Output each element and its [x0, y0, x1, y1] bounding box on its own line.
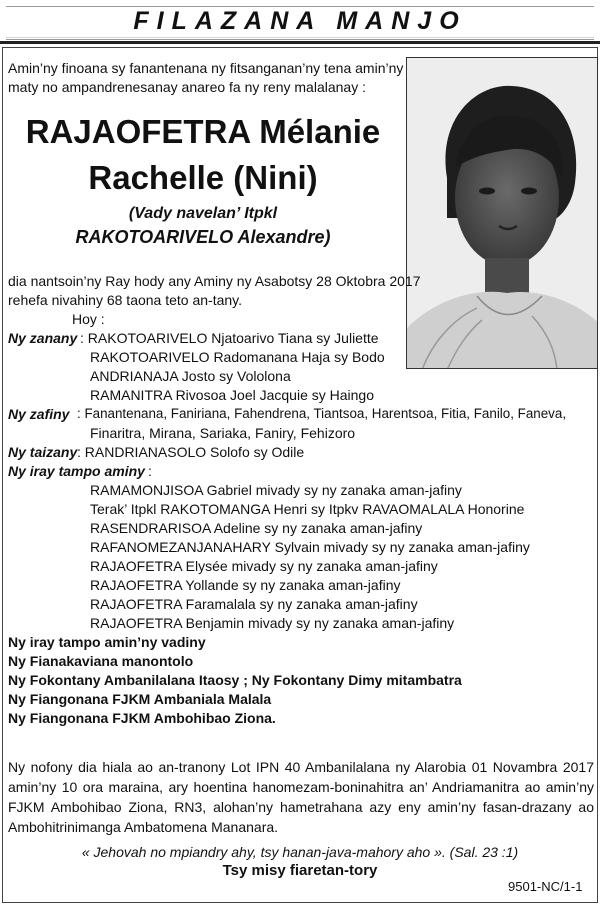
iray-tampo-item-7: RAJAOFETRA Faramalala sy ny zanaka aman-jafiny	[90, 596, 418, 612]
zanany-label: Ny zanany	[8, 330, 78, 346]
zanany-item-1: : RAKOTOARIVELO Njatoarivo Tiana sy Juliette	[80, 330, 379, 346]
zafiny-line-2: Finaritra, Mirana, Sariaka, Faniry, Fehizoro	[90, 425, 356, 441]
zanany-item-4: RAMANITRA Rivosoa Joel Jacquie sy Haingo	[90, 387, 375, 403]
deceased-name-line-1: RAJAOFETRA Mélanie	[25, 113, 381, 150]
iray-tampo-item-6: RAJAOFETRA Yollande sy ny zanaka aman-jafiny	[90, 577, 401, 593]
zafiny-line-1: : Fanantenana, Faniriana, Fahendrena, Tiantsoa, Harentsoa, Fitia, Fanilo, Faneva,	[77, 406, 567, 421]
iray-tampo-item-8: RAJAOFETRA Benjamin mivady sy ny zanaka aman-jafiny	[90, 615, 455, 631]
taizany-item: : RANDRIANASOLO Solofo sy Odile	[77, 444, 305, 460]
bible-quote: « Jehovah no mpiandry ahy, tsy hanan-java-mahory aho ». (Sal. 23 :1)	[81, 844, 519, 860]
other-family-1: Ny iray tampo amin’ny vadiny	[8, 634, 206, 650]
iray-tampo-label: Ny iray tampo aminy	[8, 463, 145, 479]
zanany-item-3: ANDRIANAJA Josto sy Vololona	[90, 368, 291, 384]
other-family-3: Ny Fokontany Ambanilalana Itaosy ; Ny Fokontany Dimy mitambatra	[8, 672, 462, 688]
iray-tampo-item-1: RAMAMONJISOA Gabriel mivady sy ny zanaka aman-jafiny	[90, 482, 462, 498]
zafiny-label: Ny zafiny	[8, 406, 70, 422]
death-line-1: dia nantsoin’ny Ray hody any Aminy ny Asabotsy 28 Oktobra 2017	[8, 273, 421, 289]
reference-code: 9501-NC/1-1	[508, 879, 583, 894]
header	[0, 0, 600, 44]
intro-line-2: maty no ampandrenesanay anareo fa ny reny malalanay :	[8, 79, 366, 95]
death-line-2: rehefa nivahiny 68 taona teto an-tany.	[8, 292, 243, 308]
iray-tampo-colon: :	[148, 463, 152, 479]
spouse-line-2: RAKOTOARIVELO Alexandre)	[75, 227, 331, 247]
closing-line: Tsy misy fiaretan-tory	[222, 862, 378, 879]
zanany-item-2: RAKOTOARIVELO Radomanana Haja sy Bodo	[90, 349, 385, 365]
funeral-paragraph: Ny nofony dia hiala ao an-tranony Lot IPN 40 Ambanilalana ny Alarobia 01 Novambra 2017 amin’ny 10 ora maraina, ary hoentina hanomezam-boninahitra an’ Andriamanitra ao amin’ny FJKM Ambohibao Ziona, RN3, alohan’ny hametrahana azy eny amin’ny fasan-drazany ao Ambohitrinimanga Ambatomena Mananara.	[8, 759, 594, 835]
iray-tampo-item-5: RAJAOFETRA Elysée mivady sy ny zanaka aman-jafiny	[90, 558, 438, 574]
deceased-name-line-2: Rachelle (Nini)	[88, 159, 318, 196]
other-family-2: Ny Fianakaviana manontolo	[8, 653, 194, 669]
taizany-label: Ny taizany	[8, 444, 78, 460]
spouse-line-1: (Vady navelan’ Itpkl	[128, 205, 278, 222]
other-family-4: Ny Fiangonana FJKM Ambaniala Malala	[8, 691, 272, 707]
header-title	[0, 7, 600, 36]
other-family-5: Ny Fiangonana FJKM Ambohibao Ziona.	[8, 710, 276, 726]
hoy-label: Hoy :	[72, 311, 105, 327]
portrait-icon	[407, 58, 598, 369]
header-title-text: FILAZANA MANJO	[119, 7, 480, 35]
intro-line-1: Amin’ny finoana sy fanantenana ny fitsanganan’ny tena amin’ny	[8, 60, 404, 76]
iray-tampo-item-2: Terak’ Itpkl RAKOTOMANGA Henri sy Itpkv RAVAOMALALA Honorine	[90, 501, 525, 517]
portrait-photo	[406, 57, 598, 369]
iray-tampo-item-4: RAFANOMEZANJANAHARY Sylvain mivady sy ny zanaka aman-jafiny	[90, 539, 530, 555]
iray-tampo-item-3: RASENDRARISOA Adeline sy ny zanaka aman-jafiny	[90, 520, 423, 536]
